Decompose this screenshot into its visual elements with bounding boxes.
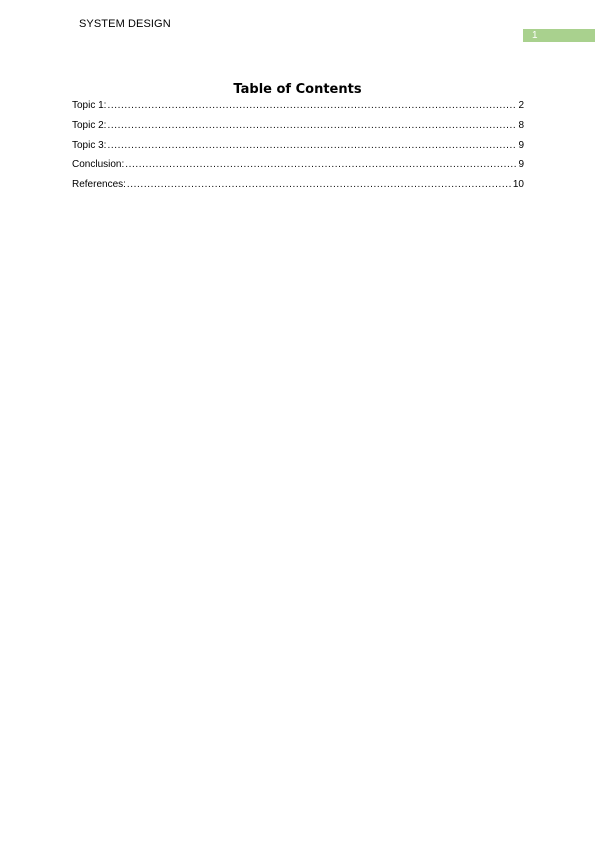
toc-dot-leader: [125, 158, 517, 172]
toc-entry-label: References:: [72, 179, 126, 191]
toc-entry-page: 10: [512, 179, 524, 191]
toc-entry-topic-1[interactable]: [72, 99, 524, 119]
toc-entry-label: Topic 1:: [72, 100, 107, 111]
toc-dot-leader: [107, 99, 517, 113]
toc-entry-page: 9: [518, 139, 524, 151]
toc-entry-references[interactable]: [72, 178, 524, 198]
toc-entry-label: Topic 3:: [72, 139, 107, 151]
toc-entry-topic-2[interactable]: [72, 119, 524, 139]
toc-dot-leader: [127, 178, 512, 192]
toc-entry-conclusion[interactable]: [72, 158, 524, 178]
toc-entry-label: Conclusion:: [72, 159, 125, 171]
toc-heading: Table of Contents: [233, 82, 362, 97]
toc-entry-page: 2: [518, 100, 524, 111]
toc-entry-page: 8: [518, 119, 524, 131]
page-number-badge: 1: [523, 29, 595, 42]
toc-dot-leader: [107, 139, 517, 153]
toc-entry-label: Topic 2:: [72, 119, 107, 131]
running-header-title: SYSTEM DESIGN: [79, 18, 171, 30]
toc-entry-page: 9: [518, 159, 524, 171]
table-of-contents: [72, 99, 524, 198]
toc-dot-leader: [107, 119, 517, 133]
toc-entry-topic-3[interactable]: [72, 139, 524, 159]
